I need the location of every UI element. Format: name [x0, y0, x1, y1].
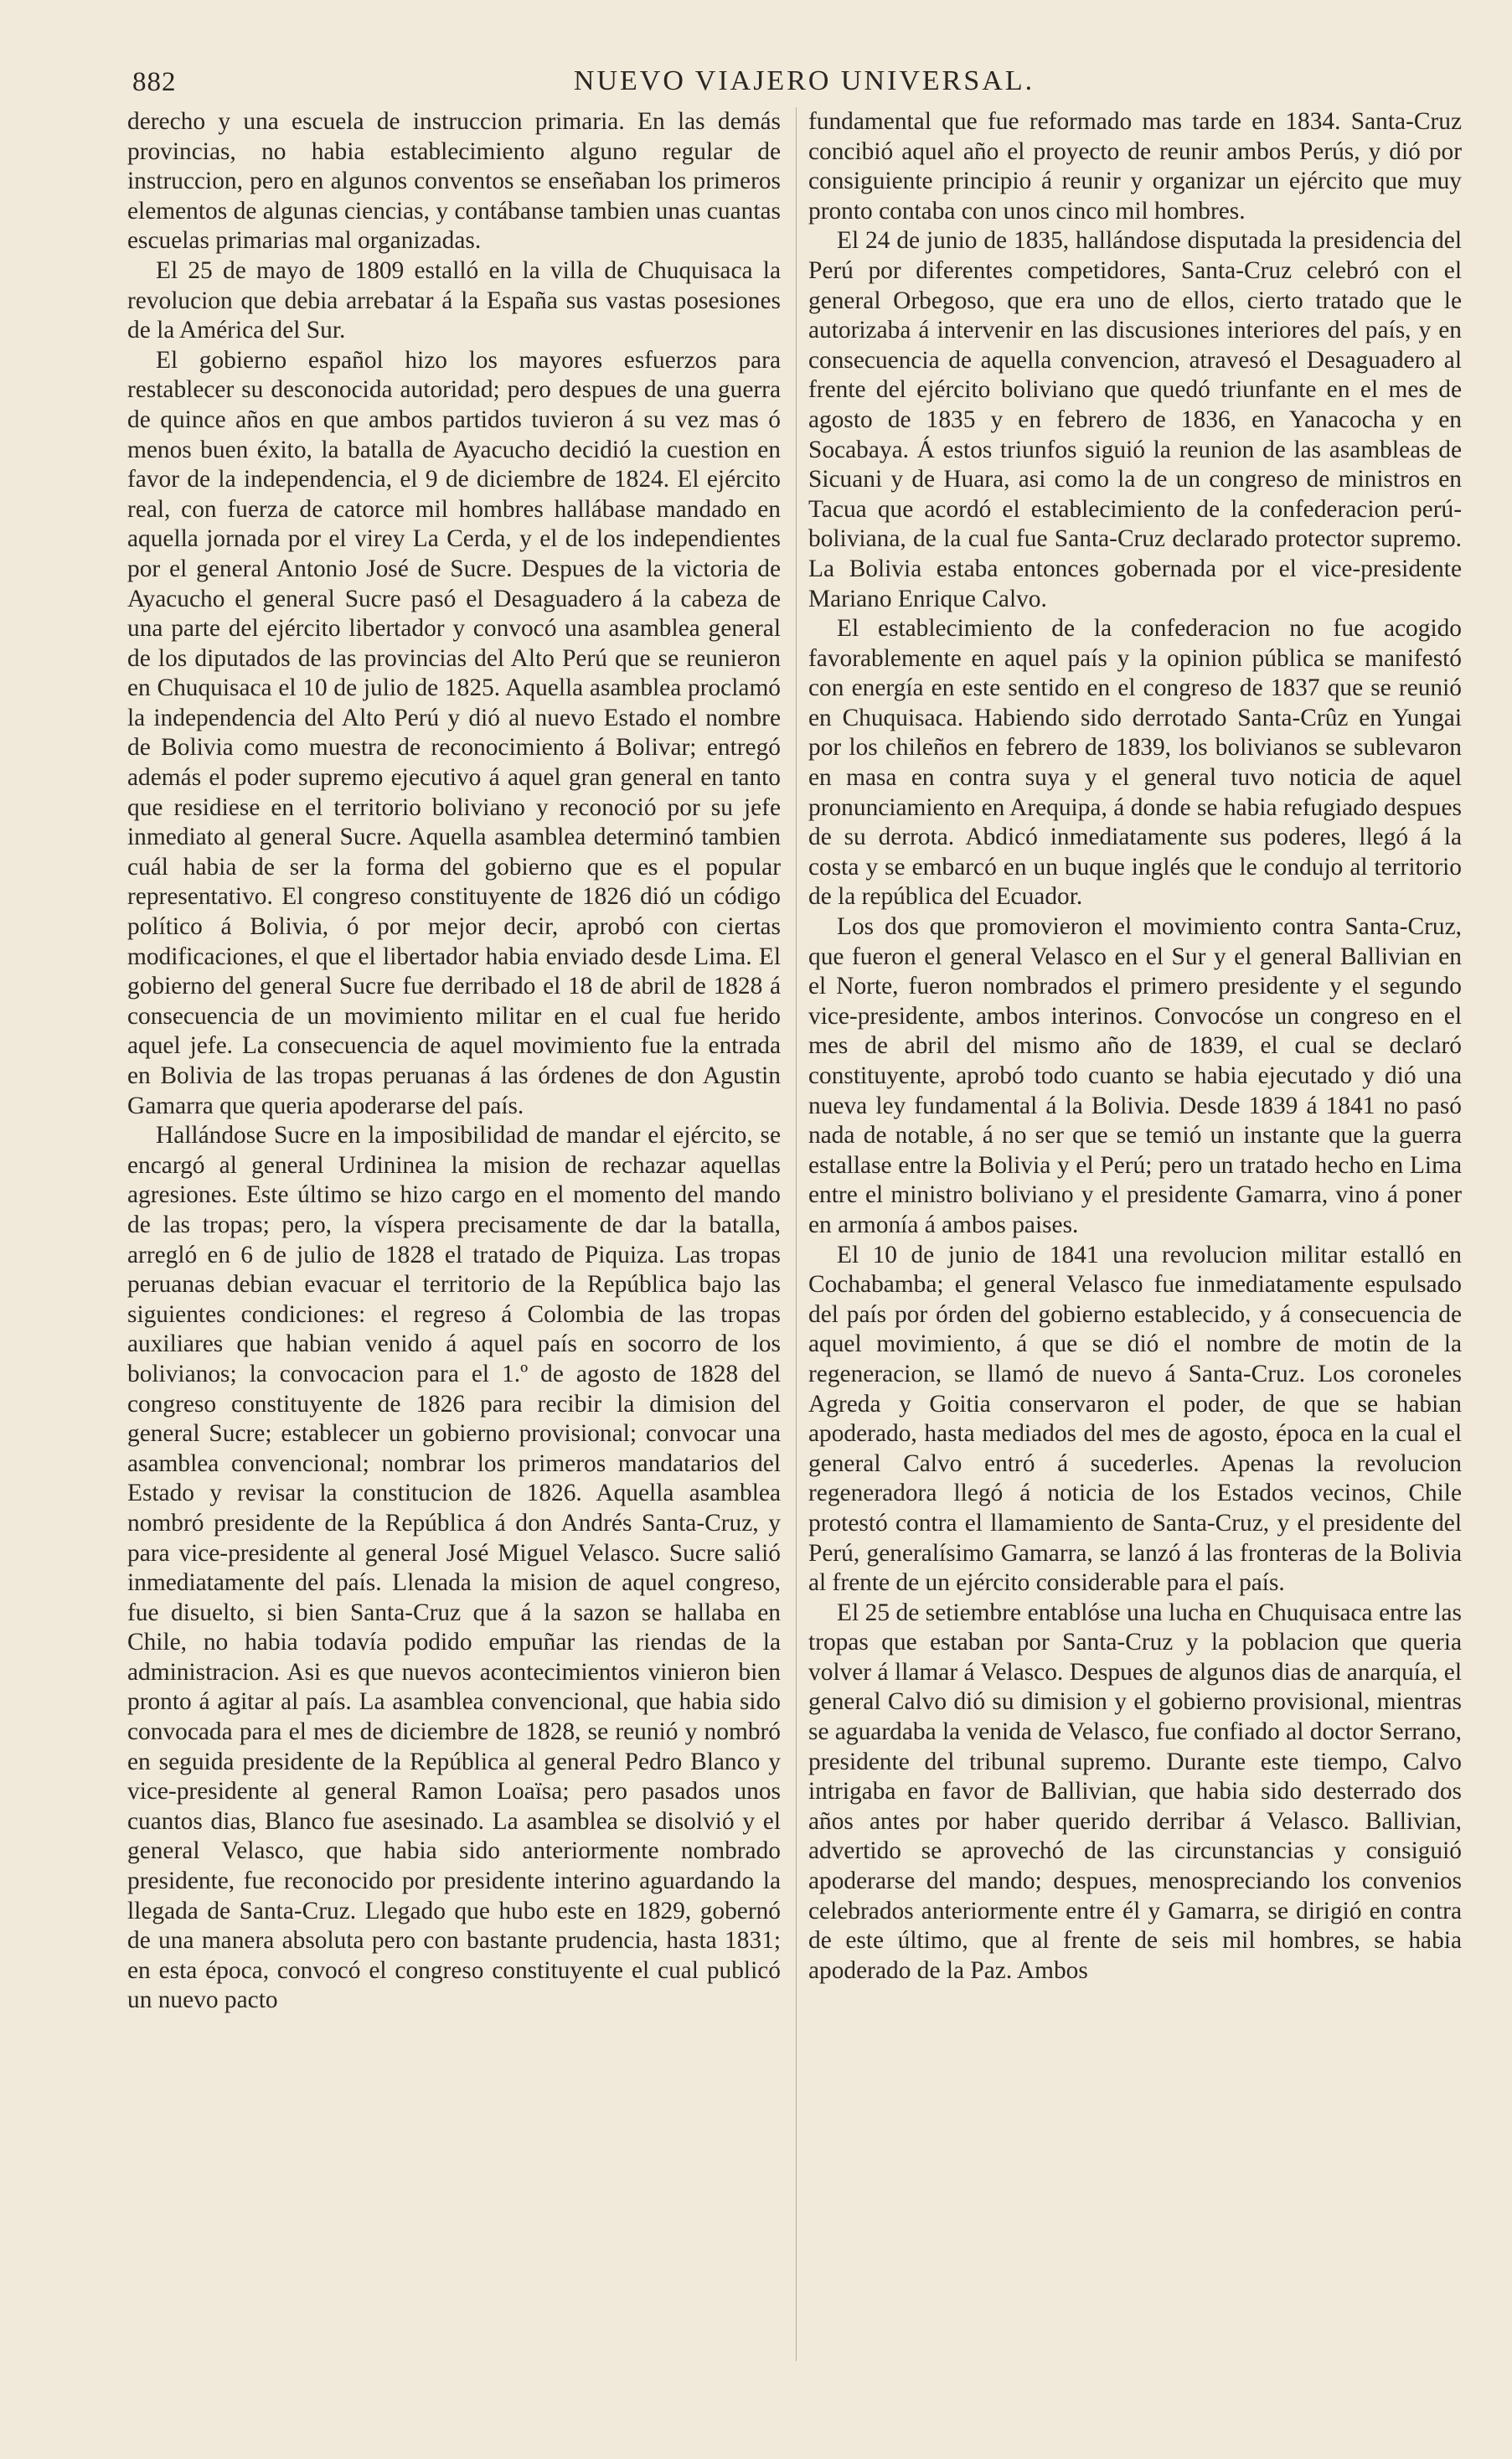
- paragraph: derecho y una escuela de instruccion primaria. En las demás provincias, no habia establecimiento alguno regular de instruccion, pero en algunos conventos se enseñaban los primeros elementos de algunas ciencias, y contábanse tambien unas cuantas escuelas primarias mal organizadas.: [127, 108, 781, 255]
- paragraph: El establecimiento de la confederacion no fue acogido favorablemente en aquel país y la opinion pública se manifestó con energía en este sentido en el congreso de 1837 que se reunió en Chuquisaca. Habiendo sido derrotado Santa-Crûz en Yungai por los chileños en febrero de 1839, los bolivianos se sublevaron en masa en contra suya y el general tuvo noticia de aquel pronunciamiento en Arequipa, á donde se habia refugiado despues de su derrota. Abdicó inmediatamente sus poderes, llegó á la costa y se embarcó en un buque inglés que le condujo al territorio de la república del Ecuador.: [808, 615, 1462, 911]
- paragraph: El 25 de mayo de 1809 estalló en la villa de Chuquisaca la revolucion que debia arrebatar á la España sus vastas posesiones de la América del Sur.: [127, 256, 781, 344]
- paragraph: Los dos que promovieron el movimiento contra Santa-Cruz, que fueron el general Velasco en el Sur y el general Ballivian en el Norte, fueron nombrados el primero presidente y el segundo vice-presidente, ambos interinos. Convocóse un congreso en el mes de abril del mismo año de 1839, el cual se declaró constituyente, aprobó todo cuanto se habia ejecutado y dió una nueva ley fundamental á la Bolivia. Desde 1839 á 1841 no pasó nada de notable, á no ser que se temió un instante que la guerra estallase entre la Bolivia y el Perú; pero un tratado hecho en Lima entre el ministro boliviano y el presidente Gamarra, vino á poner en armonía á ambos paises.: [808, 913, 1462, 1238]
- page-number: 882: [132, 67, 177, 97]
- left-column: [127, 107, 781, 2016]
- column-divider: [796, 107, 797, 2361]
- running-title: NUEVO VIAJERO UNIVERSAL.: [573, 65, 1035, 96]
- right-column: [808, 107, 1462, 1986]
- paragraph: fundamental que fue reformado mas tarde en 1834. Santa-Cruz concibió aquel año el proyecto de reunir ambos Perús, y dió por consiguiente principio á reunir y organizar un ejército que muy pronto contaba con unos cinco mil hombres.: [808, 108, 1462, 225]
- paragraph: El 10 de junio de 1841 una revolucion militar estalló en Cochabamba; el general Velasco fue inmediatamente espulsado del país por órden del gobierno establecido, y á consecuencia de aquel movimiento, á que se dió el nombre de motin de la regeneracion, se llamó de nuevo á Santa-Cruz. Los coroneles Agreda y Goitia conservaron el poder, de que se habian apoderado, hasta mediados del mes de agosto, época en la cual el general Calvo entró á sucederles. Apenas la revolucion regeneradora llegó á noticia de los Estados vecinos, Chile protestó contra el llamamiento de Santa-Cruz, y el presidente del Perú, generalísimo Gamarra, se lanzó á las fronteras de la Bolivia al frente de un ejército considerable para el país.: [808, 1241, 1462, 1597]
- paragraph: Hallándose Sucre en la imposibilidad de mandar el ejército, se encargó al general Urdininea la mision de rechazar aquellas agresiones. Este último se hizo cargo en el momento del mando de las tropas; pero, la víspera precisamente de dar la batalla, arregló en 6 de julio de 1828 el tratado de Piquiza. Las tropas peruanas debian evacuar el territorio de la República bajo las siguientes condiciones: el regreso á Colombia de las tropas auxiliares que habian venido á aquel país en socorro de los bolivianos; la convocacion para el 1.º de agosto de 1828 del congreso constituyente de 1826 para recibir la dimision del general Sucre; establecer un gobierno provisional; convocar una asamblea convencional; nombrar los primeros mandatarios del Estado y revisar la constitucion de 1826. Aquella asamblea nombró presidente de la República á don Andrés Santa-Cruz, y para vice-presidente al general José Miguel Velasco. Sucre salió inmediatamente del país. Llenada la mision de aquel congreso, fue disuelto, si bien Santa-Cruz que á la sazon se hallaba en Chile, no habia todavía podido empuñar las riendas de la administracion. Asi es que nuevos acontecimientos vinieron bien pronto á agitar al país. La asamblea convencional, que habia sido convocada para el mes de diciembre de 1828, se reunió y nombró en seguida presidente de la República al general Pedro Blanco y vice-presidente al general Ramon Loaïsa; pero pasados unos cuantos dias, Blanco fue asesinado. La asamblea se disolvió y el general Velasco, que habia sido anteriormente nombrado presidente, fue reconocido por presidente interino aguardando la llegada de Santa-Cruz. Llegado que hubo este en 1829, gobernó de una manera absoluta pero con bastante prudencia, hasta 1831; en esta época, convocó el congreso constituyente el cual publicó un nuevo pacto: [127, 1122, 781, 2014]
- page-header: [126, 64, 1483, 104]
- paragraph: El 25 de setiembre entablóse una lucha en Chuquisaca entre las tropas que estaban por Santa-Cruz y la poblacion que queria volver á llamar á Velasco. Despues de algunos dias de anarquía, el general Calvo dió su dimision y el gobierno provisional, mientras se aguardaba la venida de Velasco, fue confiado al doctor Serrano, presidente del tribunal supremo. Durante este tiempo, Calvo intrigaba en favor de Ballivian, que habia sido desterrado dos años antes por haber querido derribar á Velasco. Ballivian, advertido se aprovechó de las circunstancias y consiguió apoderarse del mando; despues, menospreciando los convenios celebrados anteriormente entre él y Gamarra, se dirigió en contra de este último, que al frente de seis mil hombres, se habia apoderado de la Paz. Ambos: [808, 1599, 1462, 1984]
- paragraph: El 24 de junio de 1835, hallándose disputada la presidencia del Perú por diferentes competidores, Santa-Cruz celebró con el general Orbegoso, que era uno de ellos, cierto tratado que le autorizaba á intervenir en las discusiones interiores del país, y en consecuencia de aquella convencion, atravesó el Desaguadero al frente del ejército boliviano que quedó triunfante en el mes de agosto de 1835 y en febrero de 1836, en Yanacocha y en Socabaya. Á estos triunfos siguió la reunion de las asambleas de Sicuani y de Huara, asi como la de un congreso de ministros en Tacua que acordó el establecimiento de la confederacion perú-boliviana, de la cual fue Santa-Cruz declarado protector supremo. La Bolivia estaba entonces gobernada por el vice-presidente Mariano Enrique Calvo.: [808, 227, 1462, 612]
- paragraph: El gobierno español hizo los mayores esfuerzos para restablecer su desconocida autoridad; pero despues de una guerra de quince años en que ambos partidos tuvieron á su vez mas ó menos buen éxito, la batalla de Ayacucho decidió la cuestion en favor de la independencia, el 9 de diciembre de 1824. El ejército real, con fuerza de catorce mil hombres hallábase mandado en aquella jornada por el virey La Cerda, y el de los independientes por el general Antonio José de Sucre. Despues de la victoria de Ayacucho el general Sucre pasó el Desaguadero á la cabeza de una parte del ejército libertador y convocó una asamblea general de los diputados de las provincias del Alto Perú que se reunieron en Chuquisaca el 10 de julio de 1825. Aquella asamblea proclamó la independencia del Alto Perú y dió al nuevo Estado el nombre de Bolivia como muestra de reconocimiento á Bolivar; entregó además el poder supremo ejecutivo á aquel gran general en tanto que residiese en el territorio boliviano y reconoció por su jefe inmediato al general Sucre. Aquella asamblea determinó tambien cuál habia de ser la forma del gobierno que es el popular representativo. El congreso constituyente de 1826 dió un código político á Bolivia, ó por mejor decir, aprobó con ciertas modificaciones, el que el libertador habia enviado desde Lima. El gobierno del general Sucre fue derribado el 18 de abril de 1828 á consecuencia de un movimiento militar en el cual fue herido aquel jefe. La consecuencia de aquel movimiento fue la entrada en Bolivia de las tropas peruanas á las órdenes de don Agustin Gamarra que queria apoderarse del país.: [127, 346, 781, 1119]
